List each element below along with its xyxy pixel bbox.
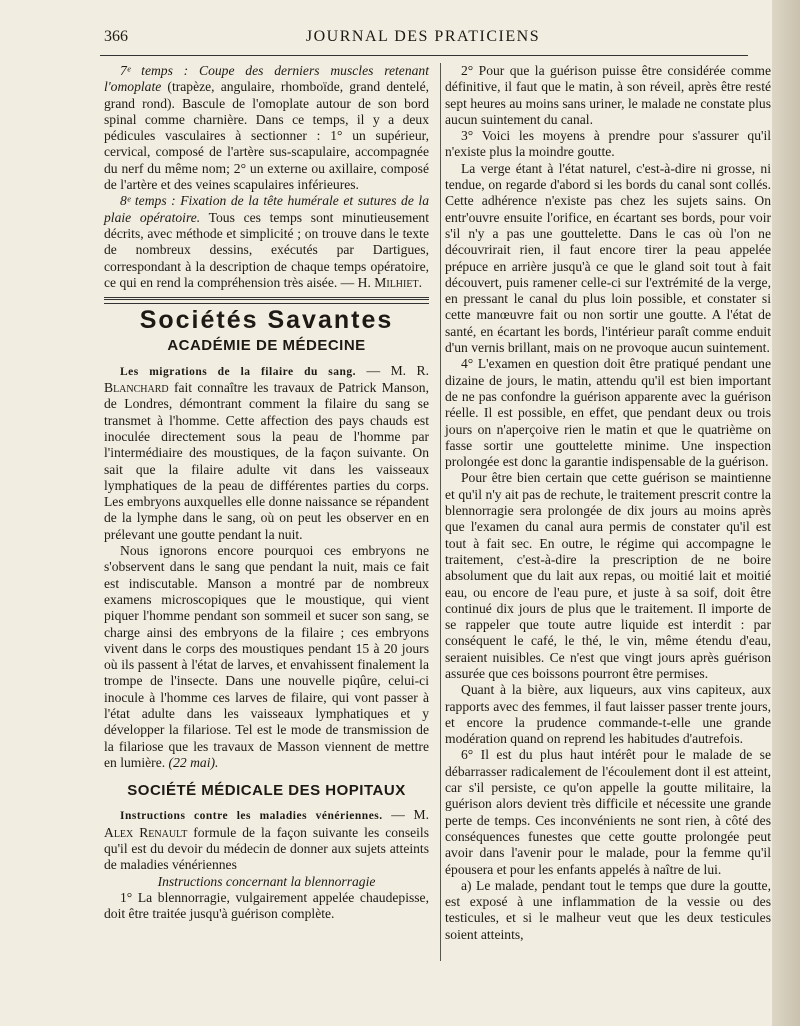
society-heading: SOCIÉTÉ MÉDICALE DES HOPITAUX	[127, 782, 406, 800]
section-divider	[104, 297, 429, 304]
paragraph-temps-7	[104, 63, 429, 193]
temps-8-text: Tous ces temps sont minutieusement décrits, avec méthode et simplicité ; on trouve dans le texte de nombreux dessins, exécutés par Dartigues, correspondant à la description de chaque temps opératoire, ce qui en rend la compréhension très aisée. — H.	[104, 209, 429, 290]
section-title: Sociétés Savantes	[139, 306, 394, 335]
page-number: 366	[104, 28, 128, 45]
paragraph-rechute: Pour être bien certain que cette guérison se maintienne et qu'il n'y ait pas de rechute, le traitement prescrit contre la blennorragie sera prolongée de dix jours au moins après que l'examen du canal aura permis de constater qu'il est tout à fait sec. En outre, le régime qui accompagne le traitement, c'est-à-dire la prescription de ne boire absolument que du lait aux repas, ou moitié lait et moitié eau, ou encore de l'eau pure, et juste à sa soif, doit être continué dix jours de plus que le traitement. Il importe de se rappeler que toute autre liquide est interdit : par conséquent le café, le thé, le vin, même étendu d'eau, seraient nuisibles. Ce n'est que vingt jours après guérison assurée que ces boissons pourront être permises.	[445, 470, 771, 681]
instructions-author: Alex Renault	[104, 824, 188, 840]
paragraph-point-4: 4° L'examen en question doit être pratiqué pendant une dizaine de jours, le matin, attendu qu'il est bien important de ne pas confondre la guérison apparente avec la guérison réelle. Il est possible, en effet, que pendant deux ou trois jours on n'aperçoive rien le matin et que le quatrième on fasse sortir une gouttelette minime. Une inspection prolongée est donc la garantie indispensable de la guérison.	[445, 356, 771, 470]
manson-text: Nous ignorons encore pourquoi ces embryons ne s'observent dans le sang que pendant la nuit, mais ce fait est indiscutable. Manson a montré par de nombreux examens microscopiques que le moustique, qui vient piquer l'homme pendant son sommeil et sucer son sang, se charge ainsi des embryons de la filaire ; ces embryons vivent dans le corps des moustiques pendant 15 à 20 jours où ils passent à l'état de larves, et envahissent finalement la trompe de l'insecte. Dans une nouvelle piqûre, celui-ci inocule à l'homme ces larves de filaire, qui vont passer à l'état adulte dans les vaisseaux lymphatiques et y développer la filariose. Tel est le mode de transmission de la filariose que les travaux de Masson viennent de mettre en lumière.	[104, 543, 429, 770]
temps-7-text: (trapèze, angulaire, rhomboïde, grand dentelé, grand rond). Bascule de l'omoplate autour de son bord spinal comme charnière. Dans ce temps, il y a deux pédicules vasculaires à sectionner : 1° un supérieur, cervical, composé de l'artère sus-scapulaire, accompagnée du nerf du même nom; 2° un externe ou axillaire, composé de l'artère et des veines scapulaires inférieures.	[104, 79, 429, 193]
filaire-author: Blanchard	[104, 380, 169, 396]
blennorragie-subtitle: Instructions concernant la blennorragie	[157, 873, 376, 889]
journal-title: JOURNAL DES PRATICIENS	[305, 28, 541, 45]
paragraph-temps-8	[104, 193, 429, 291]
filaire-dash: — M. R.	[356, 362, 429, 378]
page-header	[104, 28, 742, 50]
left-column	[104, 63, 429, 923]
temps-8-heading: 8ᵉ temps : Fixation de la tête humérale et sutures de la plaie opératoire.	[104, 193, 429, 225]
header-rule	[100, 55, 748, 56]
paragraph-point-a: a) Le malade, pendant tout le temps que dure la goutte, est exposé à une inflammation de la vessie ou des testicules, et si le malheur veut que les deux testicules soient atteints,	[445, 877, 771, 942]
filaire-text: fait connaître les travaux de Patrick Manson, de Londres, démontrant comment la filaire du sang se transmet à l'homme. Cette affection des pays chauds est inoculée directement sous la peau de l'homme par l'intermédiaire des moustiques, de la façon suivante. On sait que la filaire adulte vit dans les vaisseaux lymphatiques de la peau de différentes parties du corps. Les embryons auxquelles elle donne naissance se répandent de la lymphe dans le sang, où on peut les observer en en prélevant une goutte pendant la nuit.	[104, 380, 430, 542]
right-column	[440, 63, 771, 961]
paragraph-point-6: 6° Il est du plus haut intérêt pour le malade de se débarrasser radicalement de l'écoulement dont il est atteint, car s'il persiste, ce qu'on appelle la goutte militaire, la guérison alors devient très difficile et nécessite une grande perte de temps. Ces inconvénients ne sont rien, à côté des conséquences funestes que cette goutte prolongée peut avoir dans l'avenir pour le malade, pour la femme qu'il épousera et pour les enfants appelés à naître de lui.	[445, 747, 771, 877]
paragraph-point-1: 1° La blennorragie, vulgairement appelée chaudepisse, doit être traitée jusqu'à guérison complète.	[104, 889, 429, 922]
instructions-text: formule de la façon suivante les conseils qu'il est du devoir du médecin de donner aux sujets atteints de maladies vénériennes	[104, 824, 429, 873]
paragraph-point-3: 3° Voici les moyens à prendre pour s'assurer qu'il n'existe plus la moindre goutte.	[445, 128, 771, 160]
paragraph-verge: La verge étant à l'état naturel, c'est-à-dire ni grosse, ni tendue, on regarde d'abord si les bords du canal sont collés. Cette adhérence n'existe pas chez les sujets sains. On entr'ouvre ensuite l'orifice, en écartant ses bords, pour voir s'il n'y a pas une gouttelette. Dans le cas où l'on ne découvrirait rien, il faut encore tirer la peau appelée prépuce en arrière jusqu'à ce que le gland soit tout à fait découvert, puis ramener celle-ci sur l'extrémité de la verge, en pressant le canal du plus loin possible, et constater si cette manœuvre fait ou non sortir une goutte. A l'état de santé, en écartant les bords, l'intérieur paraît comme enduit d'un vernis brillant, mais on ne provoque aucun suintement.	[445, 160, 771, 356]
paragraph-manson	[104, 543, 429, 771]
page-edge	[772, 0, 800, 1026]
author-signature: Milhiet.	[374, 274, 422, 290]
paragraph-point-2: 2° Pour que la guérison puisse être considérée comme définitive, il faut que le matin, à son réveil, après être resté sept heures au moins sans uriner, le malade ne constate plus aucun suintement du canal.	[445, 63, 771, 127]
paragraph-biere: Quant à la bière, aux liqueurs, aux vins capiteux, aux rapports avec des femmes, il faut laisser passer trente jours, et encore la prudence commande-t-elle une grande modération quand on reprend les habitudes d'autrefois.	[445, 682, 771, 747]
instructions-dash: — M.	[382, 807, 429, 823]
filaire-title: Les migrations de la filaire du sang.	[120, 365, 357, 378]
temps-7-heading: 7ᵉ temps : Coupe des derniers muscles retenant l'omoplate	[104, 63, 429, 95]
academy-heading: ACADÉMIE DE MÉDECINE	[167, 337, 366, 355]
session-date: (22 mai).	[165, 754, 219, 770]
paragraph-instructions	[104, 807, 429, 873]
instructions-title: Instructions contre les maladies vénériennes.	[120, 810, 383, 823]
paragraph-filaire	[104, 363, 429, 543]
